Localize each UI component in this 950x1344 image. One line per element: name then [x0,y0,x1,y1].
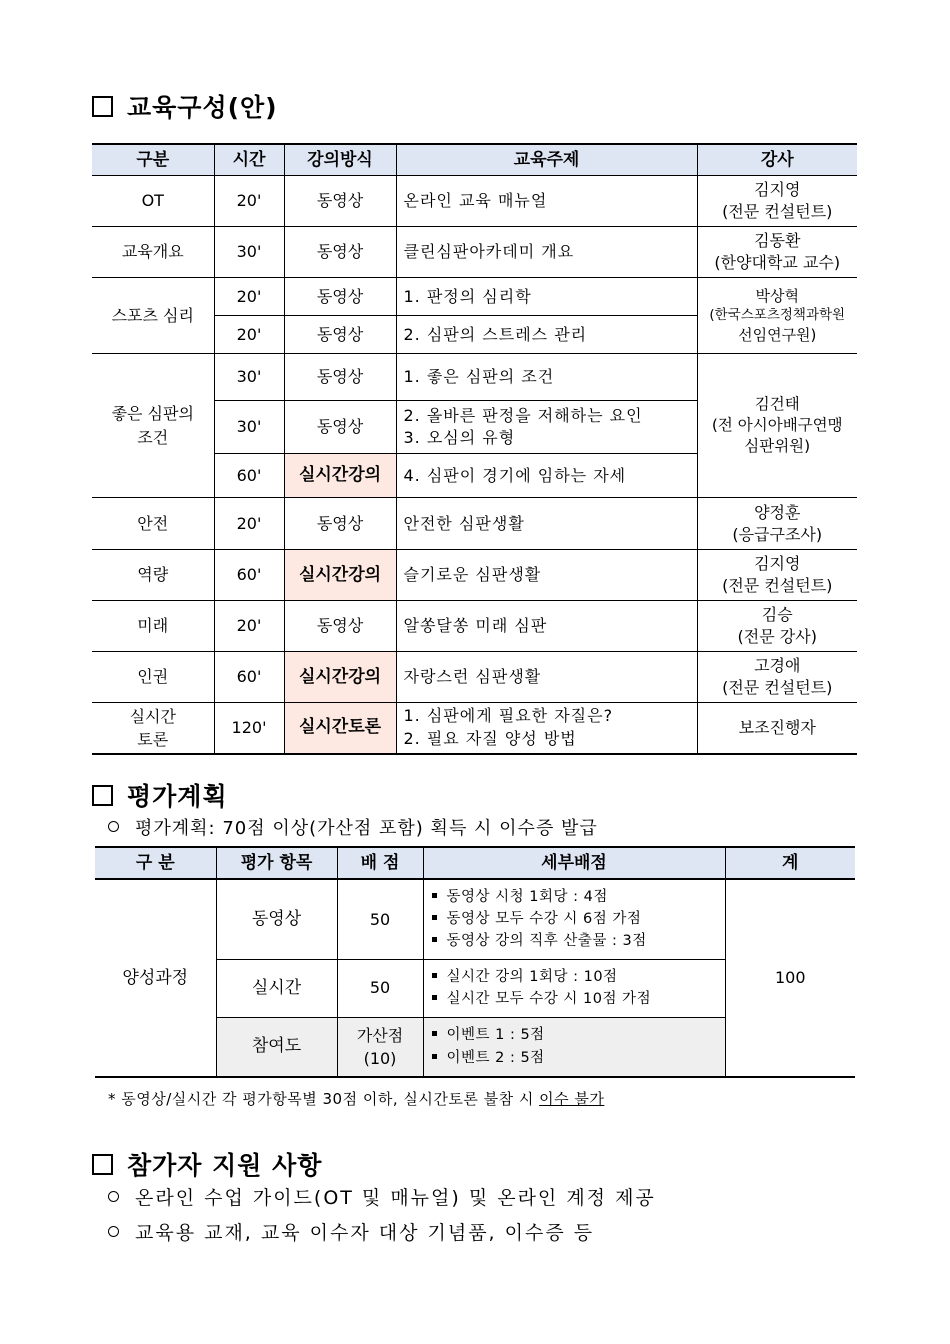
evaluation-footnote [108,1088,604,1109]
detail-line [432,930,725,952]
cell-category [92,354,214,498]
circle-bullet-icon [108,821,119,832]
square-bullet-icon [432,995,437,1000]
table-row [92,354,857,401]
header-category: 구 분 [95,847,216,879]
cell-category: OT [92,176,214,227]
cell-topic: 알쏭달쏭 미래 심판 [396,601,697,652]
cell-method: 동영상 [284,601,396,652]
header-topic: 교육주제 [396,144,697,176]
detail-line [432,1024,725,1046]
cell-method-live: 실시간강의 [284,550,396,601]
cell-item: 동영상 [216,879,337,959]
cell-lecturer [697,550,857,601]
cell-time: 20' [214,278,284,316]
lecturer-title: (응급구조사) [732,524,823,544]
cell-time: 60' [214,652,284,703]
section-title-text: 평가계획 [127,782,228,811]
detail-line [432,966,725,988]
cell-category: 인권 [92,652,214,703]
table-row [92,278,857,316]
cell-method: 동영상 [284,498,396,550]
square-bullet-icon [432,973,437,978]
cell-topic: 자랑스런 심판생활 [396,652,697,703]
header-lecturer: 강사 [697,144,857,176]
topic-line: 1. 심판에게 필요한 자질은? [403,706,614,726]
cell-item: 참여도 [216,1017,337,1077]
cell-method: 동영상 [284,176,396,227]
cell-score [337,1017,423,1077]
section-title-text: 참가자 지원 사항 [127,1151,323,1180]
lecturer-title: (전문 컨설턴트) [722,678,833,697]
cell-method: 동영상 [284,401,396,454]
detail-text: 실시간 강의 1회당 : 10점 [446,968,618,985]
square-bullet-icon [432,915,437,920]
detail-line [432,988,725,1010]
detail-line [432,908,725,930]
cell-lecturer [697,498,857,550]
cell-score: 50 [337,879,423,959]
table-row [92,498,857,550]
table-row [92,703,857,754]
cell-time: 20' [214,601,284,652]
table-row [92,652,857,703]
detail-text: 실시간 모두 수강 시 10점 가점 [446,991,652,1007]
support-item-text: 교육용 교재, 교육 이수자 대상 기념품, 이수증 등 [135,1222,595,1244]
cell-method: 동영상 [284,316,396,354]
header-score: 배 점 [337,847,423,879]
cell-topic: 1. 판정의 심리학 [396,278,697,316]
curriculum-table [92,143,857,755]
support-item-text: 온라인 수업 가이드(OT 및 매뉴얼) 및 온라인 계정 제공 [135,1187,656,1209]
table-row [95,879,855,959]
list-item [108,1218,594,1245]
checkbox-square-icon [92,785,113,806]
lecturer-name: 김지영 [754,180,801,200]
lecturer-name: 양정훈 [754,502,801,522]
cell-topic [396,703,697,754]
cell-time: 20' [214,498,284,550]
square-bullet-icon [432,937,437,942]
cell-method-live: 실시간강의 [284,454,396,498]
footnote-text: * 동영상/실시간 각 평가항목별 30점 이하, 실시간토론 불참 시 [108,1090,534,1108]
lecturer-title: 선임연구원) [738,325,817,344]
cell-score: 50 [337,959,423,1017]
lecturer-name: 김지영 [754,554,801,574]
header-item: 평가 항목 [216,847,337,879]
circle-bullet-icon [108,1191,119,1202]
cell-time: 60' [214,454,284,498]
lecturer-title: (전 아시아배구연맹 [711,416,843,435]
header-detail: 세부배점 [423,847,725,879]
cell-time: 30' [214,227,284,278]
cell-method-live: 실시간토론 [284,703,396,754]
lecturer-name: 김동환 [754,231,801,251]
cell-lecturer [697,227,857,278]
cell-detail [423,879,725,959]
square-bullet-icon [432,1054,437,1059]
cell-method-live: 실시간강의 [284,652,396,703]
category-line: 토론 [137,729,169,749]
cell-lecturer [697,278,857,354]
evaluation-table [95,846,855,1078]
list-item [108,1183,656,1210]
cell-lecturer [697,354,857,498]
cell-item: 실시간 [216,959,337,1017]
table-row [92,227,857,278]
detail-text: 이벤트 1 : 5점 [446,1027,545,1044]
lecturer-title: (한국스포츠정책과학원 [709,307,846,324]
section-title-text: 교육구성(안) [127,93,278,122]
cell-topic: 슬기로운 심판생활 [396,550,697,601]
cell-topic: 1. 좋은 심판의 조건 [396,354,697,401]
cell-lecturer [697,601,857,652]
cell-lecturer [697,176,857,227]
cell-method: 동영상 [284,227,396,278]
table-header-row [92,144,857,176]
score-line: (10) [363,1048,397,1068]
lecturer-title: (한양대학교 교수) [714,253,841,272]
table-row [92,550,857,601]
checkbox-square-icon [92,1154,113,1175]
circle-bullet-icon [108,1226,119,1237]
lecturer-name: 김승 [761,605,793,625]
cell-category: 교육개요 [92,227,214,278]
cell-topic: 안전한 심판생활 [396,498,697,550]
table-row [92,601,857,652]
category-line: 좋은 심판의 [111,404,194,424]
footnote-underlined: 이수 불가 [539,1090,605,1108]
cell-method: 동영상 [284,278,396,316]
section-title-support [92,1146,322,1182]
cell-category: 스포츠 심리 [92,278,214,354]
square-bullet-icon [432,893,437,898]
cell-method: 동영상 [284,354,396,401]
detail-text: 동영상 시청 1회당 : 4점 [446,888,608,905]
cell-category: 미래 [92,601,214,652]
header-method: 강의방식 [284,144,396,176]
category-line: 조건 [137,427,169,447]
score-line: 가산점 [356,1025,404,1045]
category-line: 실시간 [129,706,176,726]
detail-text: 동영상 모두 수강 시 6점 가점 [446,911,642,928]
cell-topic [396,401,697,454]
cell-time: 120' [214,703,284,754]
cell-category [92,703,214,754]
lecturer-name: 김건태 [754,395,800,414]
cell-detail [423,1017,725,1077]
lecturer-title: (전문 컨설턴트) [722,202,833,221]
cell-time: 30' [214,354,284,401]
cell-time: 20' [214,176,284,227]
cell-total: 100 [725,879,855,1077]
header-category: 구분 [92,144,214,176]
cell-topic: 클린심판아카데미 개요 [396,227,697,278]
cell-time: 30' [214,401,284,454]
detail-line [432,886,725,908]
cell-time: 60' [214,550,284,601]
checkbox-square-icon [92,96,113,117]
lecturer-title: (전문 강사) [737,627,817,646]
section-title-curriculum [92,88,278,124]
table-row [92,176,857,227]
cell-category: 양성과정 [95,879,216,1077]
header-time: 시간 [214,144,284,176]
cell-lecturer [697,652,857,703]
topic-line: 3. 오심의 유형 [403,428,516,447]
detail-line [432,1047,725,1069]
lecturer-title: 심판위원) [744,436,811,455]
section-title-evaluation [92,777,228,813]
cell-topic: 온라인 교육 매뉴얼 [396,176,697,227]
table-header-row [95,847,855,879]
cell-detail [423,959,725,1017]
topic-line: 2. 필요 자질 양성 방법 [403,728,577,748]
cell-topic: 2. 심판의 스트레스 관리 [396,316,697,354]
evaluation-summary [108,814,598,840]
topic-line: 2. 올바른 판정을 저해하는 요인 [403,405,643,425]
lecturer-name: 고경애 [754,656,801,676]
cell-time: 20' [214,316,284,354]
evaluation-summary-text: 평가계획: 70점 이상(가산점 포함) 획득 시 이수증 발급 [135,818,598,839]
square-bullet-icon [432,1031,437,1036]
header-total: 계 [725,847,855,879]
cell-topic: 4. 심판이 경기에 임하는 자세 [396,454,697,498]
cell-category: 안전 [92,498,214,550]
lecturer-name: 박상혁 [755,287,799,306]
lecturer-title: (전문 컨설턴트) [722,576,833,595]
cell-category: 역량 [92,550,214,601]
detail-text: 이벤트 2 : 5점 [446,1049,545,1066]
cell-lecturer: 보조진행자 [697,703,857,754]
detail-text: 동영상 강의 직후 산출물 : 3점 [446,933,647,950]
